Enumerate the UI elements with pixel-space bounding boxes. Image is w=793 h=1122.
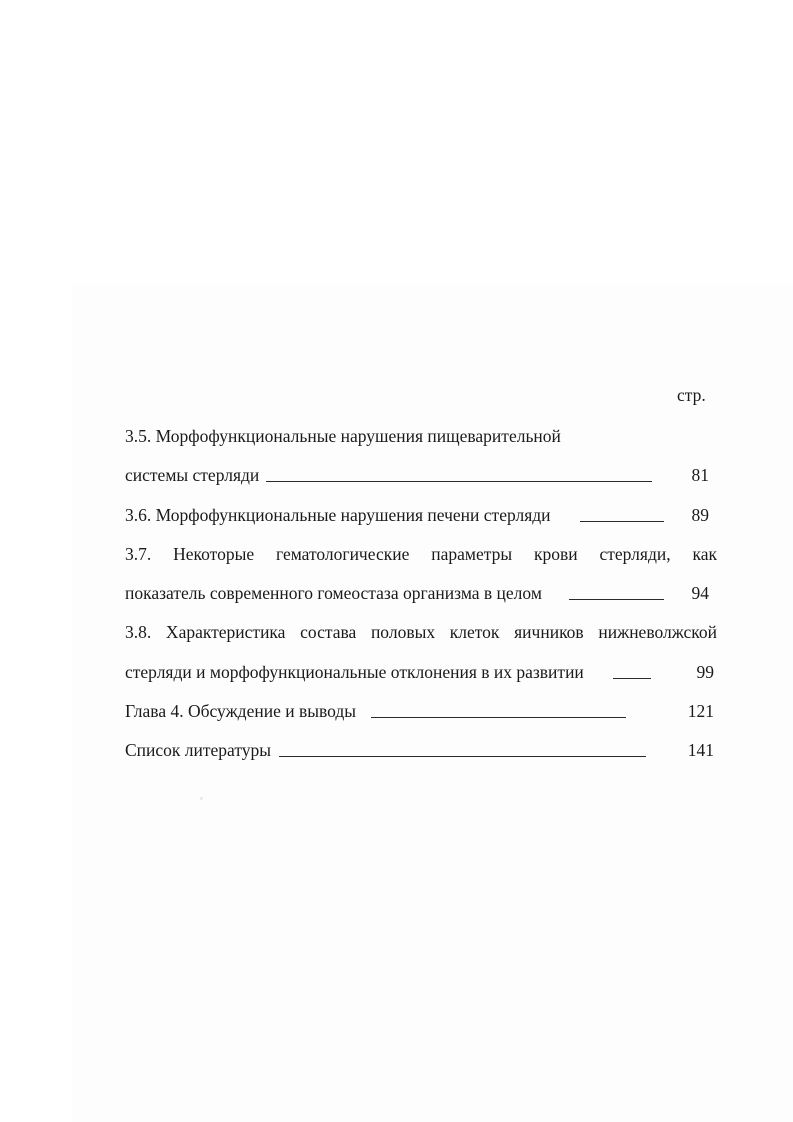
dot-leader-line <box>613 678 651 679</box>
dot-leader-line <box>569 599 664 600</box>
toc-entry-text: 3.6. Морфофункциональные нарушения печени стерляди <box>125 504 551 525</box>
toc-page-number: 99 <box>696 661 714 682</box>
toc-entry-3-7-line-2[interactable] <box>125 582 717 621</box>
toc-entry-chapter-4[interactable] <box>125 700 717 739</box>
dot-leader-line <box>279 756 646 757</box>
toc-entry-text: показатель современного гомеостаза организма в целом <box>125 583 542 604</box>
toc-entry-text: стерляди и морфофункциональные отклонения в их развитии <box>125 661 584 682</box>
toc-page-number: 94 <box>691 583 709 604</box>
dot-leader-line <box>371 717 626 718</box>
toc-entry-3-6[interactable] <box>125 504 717 543</box>
toc-entry-3-8-line-2[interactable] <box>125 661 717 700</box>
toc-entry-bibliography[interactable] <box>125 739 717 778</box>
toc-entry-text: Глава 4. Обсуждение и выводы <box>125 701 357 722</box>
dot-leader-line <box>266 481 652 482</box>
toc-entry-text: 3.5. Морфофункциональные нарушения пищеварительной <box>125 426 561 446</box>
table-of-contents <box>125 425 717 779</box>
dot-leader-line <box>580 521 664 522</box>
toc-entry-3-5-line-1 <box>125 425 717 464</box>
toc-page-number: 81 <box>691 465 709 486</box>
toc-entry-text: Список литературы <box>125 740 272 761</box>
toc-entry-text: 3.8. Характеристика состава половых клеток яичников нижневолжской <box>125 622 717 643</box>
toc-page-number: 141 <box>687 740 714 761</box>
toc-entry-text: системы стерляди <box>125 465 260 486</box>
toc-page-number: 121 <box>687 701 714 722</box>
toc-entry-3-7-line-1 <box>125 543 717 582</box>
page-column-label: стр. <box>677 385 706 405</box>
toc-entry-3-8-line-1 <box>125 621 717 660</box>
scan-speck <box>200 797 203 800</box>
toc-entry-3-5-line-2[interactable] <box>125 464 717 503</box>
toc-entry-text: 3.7. Некоторые гематологические параметры крови стерляди, как <box>125 543 717 564</box>
toc-page-number: 89 <box>691 504 709 525</box>
